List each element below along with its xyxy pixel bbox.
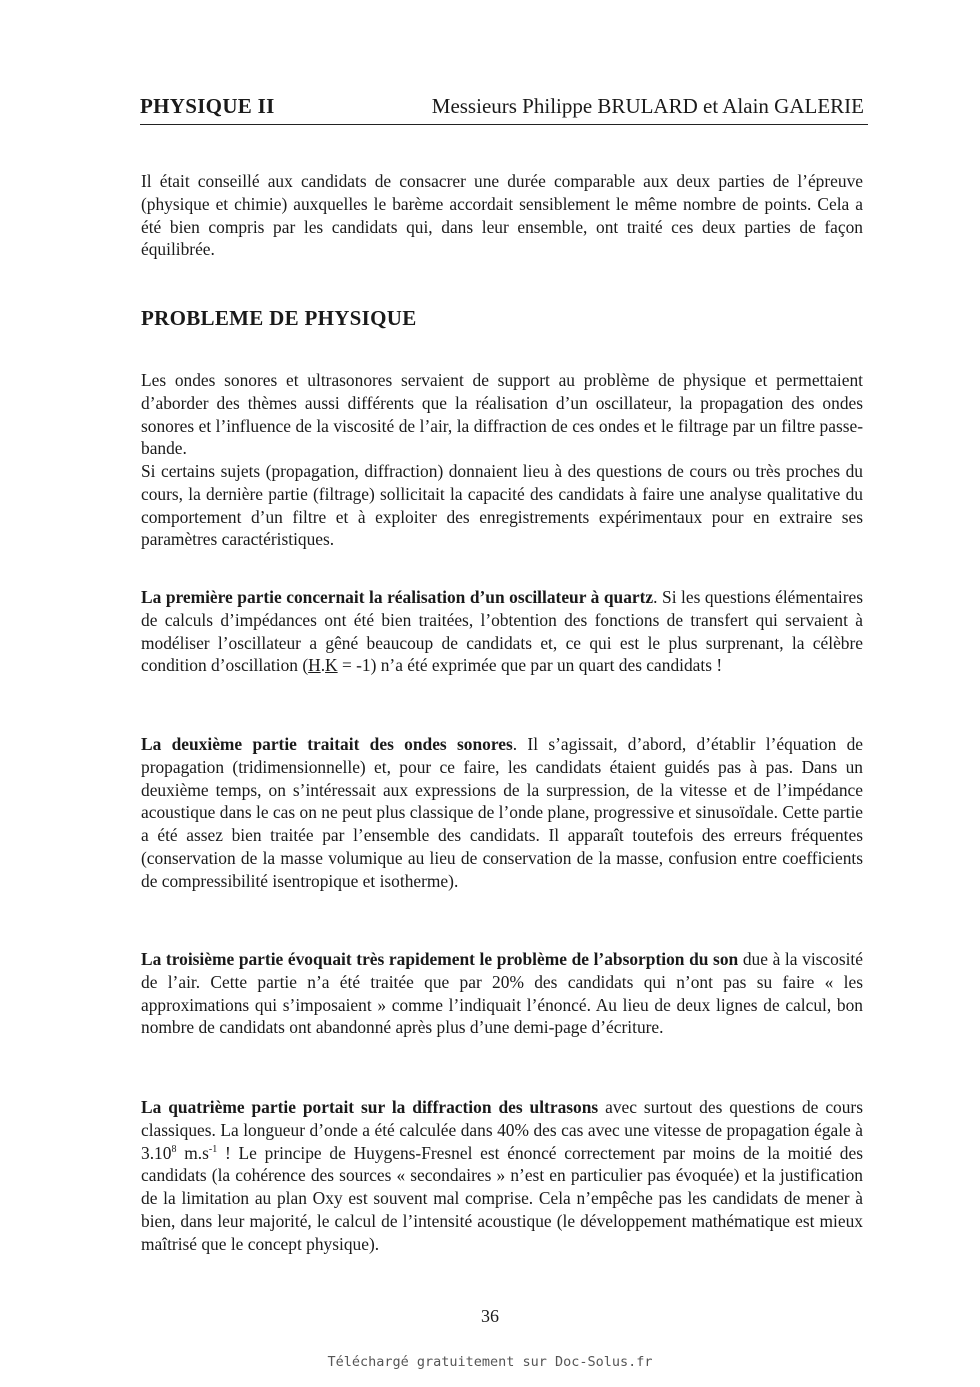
part4-paragraph bbox=[141, 1096, 863, 1256]
page-header bbox=[140, 94, 868, 125]
part4-text-c: ! Le principe de Huygens-Fresnel est énoncé correctement par moins de la moitié des candidats (la cohérence des sources « secondaires » n’est en particulier pas évoquée) et la justification de la limitation au plan Oxy est souvent mal comprise. Cela n’empêche pas les candidats de mener à bien, dans leur majorité, le calcul de l’intensité acoustique (le développement mathématique est mieux maîtrisé que le concept physique). bbox=[141, 1142, 863, 1254]
part4-text-a: avec surtout des questions de cours classiques. La longueur d’onde a été calculée dans 40% des cas avec une vitesse de propagation égale à 3.10 bbox=[141, 1097, 863, 1163]
part4-lead: La quatrième partie portait sur la diffraction des ultrasons bbox=[141, 1097, 599, 1117]
part2-lead: La deuxième partie traitait des ondes sonores bbox=[141, 734, 513, 754]
part1-dot: . bbox=[320, 655, 326, 676]
part1-h-vector: H bbox=[308, 655, 321, 676]
part1-k-vector: K bbox=[325, 655, 338, 676]
part1-text-b: = -1) n’a été exprimée que par un quart des candidats ! bbox=[337, 655, 723, 676]
header-title: PHYSIQUE II bbox=[140, 94, 275, 118]
part1-lead: La première partie concernait la réalisation d’un oscillateur à quartz bbox=[141, 587, 654, 607]
part2-paragraph bbox=[141, 733, 863, 893]
part3-lead: La troisième partie évoquait très rapidement le problème de l’absorption du son bbox=[141, 949, 739, 969]
part1-text-a: . Si les questions élémentaires de calculs d’impédances ont été bien traitées, l’obtention des fonctions de transfert qui servaient à modéliser l’oscillateur a gêné beaucoup de candidats et, ce qui est le plus surprenant, la célèbre condition d’oscillation ( bbox=[141, 587, 863, 676]
part2-text: . Il s’agissait, d’abord, d’établir l’équation de propagation (tridimensionnelle) et, pour ce faire, les candidats étaient guidés pas à pas. Dans un deuxième temps, on s’intéressait aux expressions de la surpression, de la vitesse et de l’impédance acoustique dans le cas on ne peut plus classique de l’onde plane, progressive et sinusoïdale. Cette partie a été assez bien traitée par l’ensemble des candidats. Il apparaît toutefois des erreurs fréquentes (conservation de la masse volumique au lieu de conservation de la masse, confusion entre coefficients de compressibilité isentropique et isotherme). bbox=[141, 734, 863, 891]
download-footer: Téléchargé gratuitement sur Doc-Solus.fr bbox=[327, 1354, 653, 1370]
intro-paragraph: Il était conseillé aux candidats de consacrer une durée comparable aux deux parties de l’épreuve (physique et chimie) auxquelles le barème accordait sensiblement le même nombre de points. Cela a été bien compris par les candidats qui, dans leur ensemble, ont traité ces deux parties de façon équilibrée. bbox=[141, 171, 863, 260]
part4-exponent-8: 8 bbox=[171, 1143, 177, 1155]
page-number: 36 bbox=[481, 1306, 499, 1326]
part4-exponent-minus1: -1 bbox=[208, 1143, 218, 1155]
overview-paragraph-1: Les ondes sonores et ultrasonores servaient de support au problème de physique et permettaient d’aborder des thèmes aussi différents que la réalisation d’un oscillateur, la propagation des ondes sonores et l’influence de la viscosité de l’air, la diffraction de ces ondes et le filtrage par un filtre passe-bande. bbox=[141, 370, 863, 459]
overview-paragraph-2: Si certains sujets (propagation, diffraction) donnaient lieu à des questions de cours ou très proches du cours, la dernière partie (filtrage) sollicitait la capacité des candidats à faire une analyse qualitative du comportement d’un filtre et à exploiter des enregistrements expérimentaux pour en extraire ses paramètres caractéristiques. bbox=[141, 461, 863, 550]
part3-text: due à la viscosité de l’air. Cette partie n’a été traitée que par 20% des candidats qui n’ont pas su faire « les approximations qui s’imposaient » comme l’indiquait l’énoncé. Au lieu de deux lignes de calcul, bon nombre de candidats ont abandonné après plus d’une demi-page d’écriture. bbox=[141, 949, 863, 1038]
section-title: PROBLEME DE PHYSIQUE bbox=[141, 306, 417, 330]
header-authors: Messieurs Philippe BRULARD et Alain GALERIE bbox=[431, 94, 864, 118]
part3-paragraph bbox=[141, 948, 863, 1039]
part1-paragraph bbox=[141, 586, 863, 677]
part4-text-b: m.s bbox=[176, 1142, 209, 1163]
